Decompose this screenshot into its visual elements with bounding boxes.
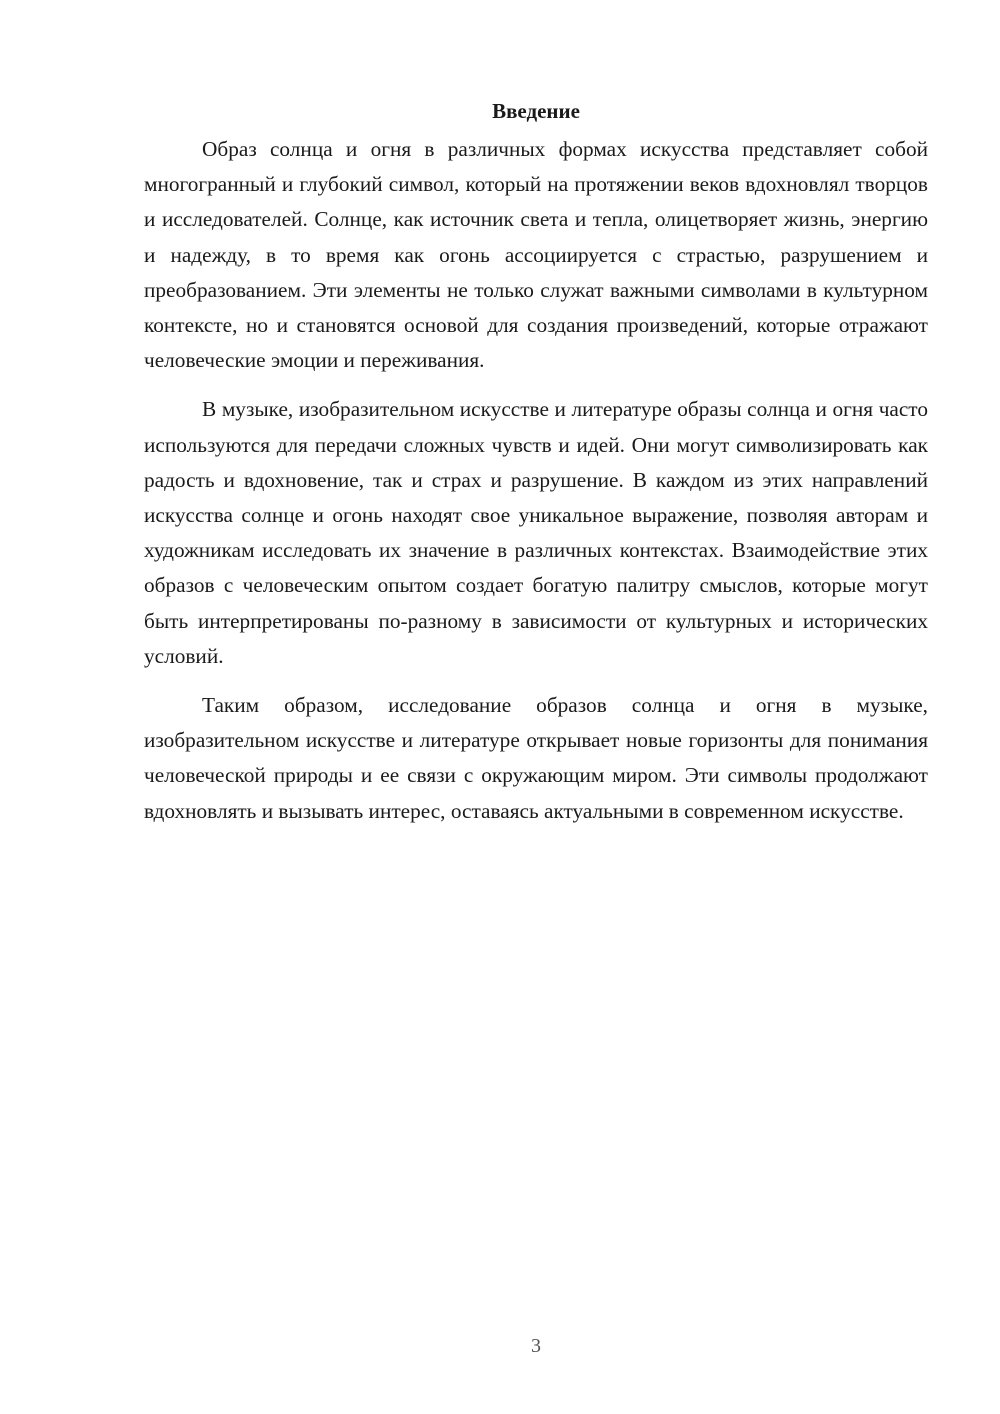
paragraph-3: Таким образом, исследование образов солнца и огня в музыке, изобразительном искусстве и литературе открывает новые горизонты для понимания человеческой природы и ее связи с окружающим миром. Эти символы продолжают вдохновлять и вызывать интерес, оставаясь актуальными в современном искусстве. xyxy=(144,693,928,823)
page-title: Введение xyxy=(492,99,580,123)
paragraph-2: В музыке, изобразительном искусстве и литературе образы солнца и огня часто используются для передачи сложных чувств и идей. Они могут символизировать как радость и вдохновение, так и страх и разрушение. В каждом из этих направлений искусства солнце и огонь находят свое уникальное выражение, позволяя авторам и художникам исследовать их значение в различных контекстах. Взаимодействие этих образов с человеческим опытом создает богатую палитру смыслов, которые могут быть интерпретированы по-разному в зависимости от культурных и исторических условий. xyxy=(144,397,928,668)
paragraph-1: Образ солнца и огня в различных формах искусства представляет собой многогранный и глубокий символ, который на протяжении веков вдохновлял творцов и исследователей. Солнце, как источник света и тепла, олицетворяет жизнь, энергию и надежду, в то время как огонь ассоциируется с страстью, разрушением и преобразованием. Эти элементы не только служат важными символами в культурном контексте, но и становятся основой для создания произведений, которые отражают человеческие эмоции и переживания. xyxy=(144,137,928,373)
page-content xyxy=(144,96,928,843)
page-number: 3 xyxy=(531,1335,541,1357)
